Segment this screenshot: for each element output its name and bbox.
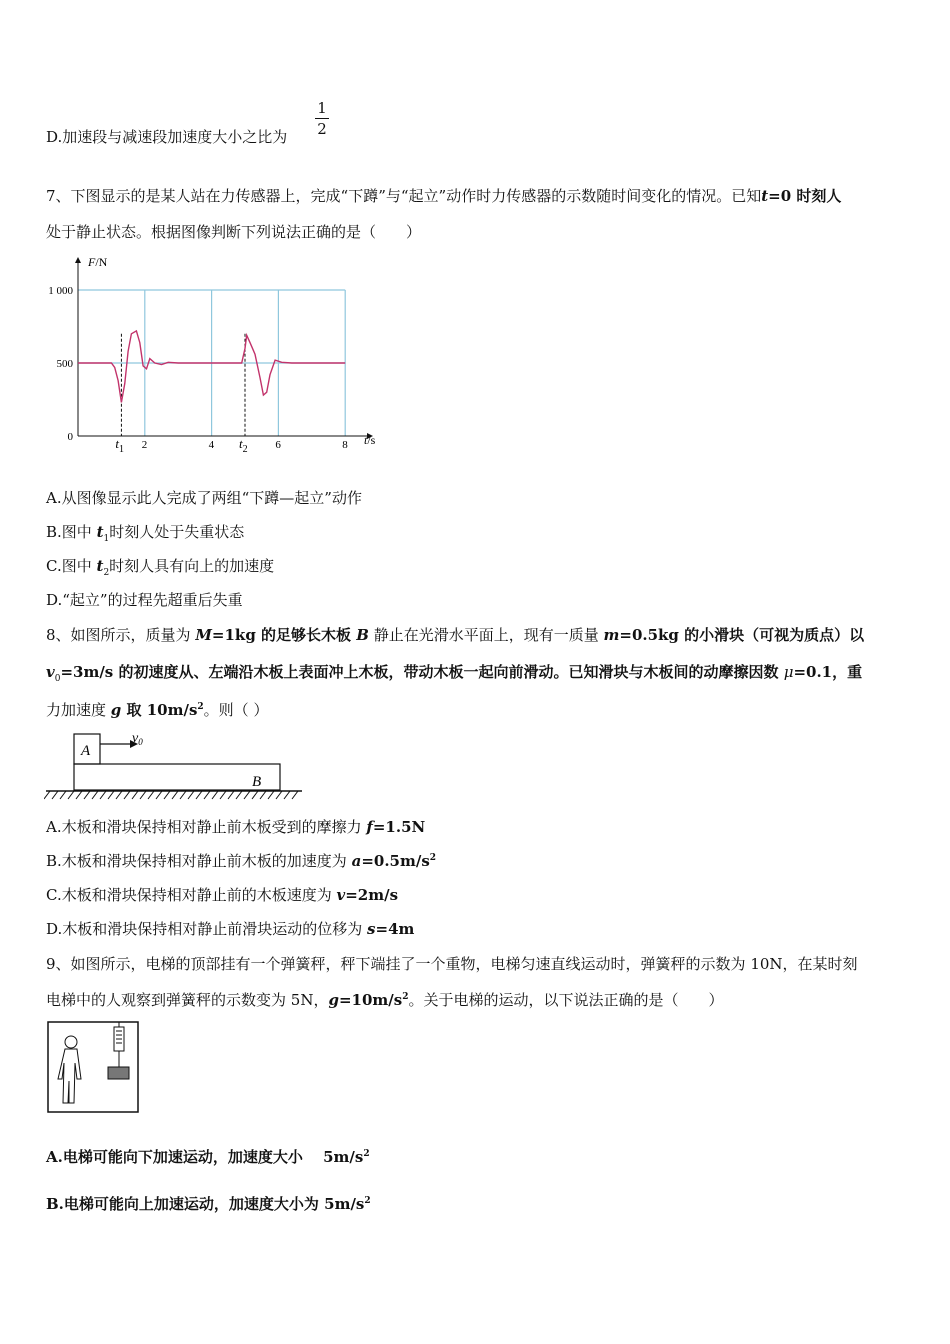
q8-option-b: B.木板和滑块保持相对静止前木板的加速度为 $a=0.5m/s^2$: [46, 852, 437, 870]
y-tick-label: 1 000: [48, 285, 73, 297]
force-time-chart: [40, 252, 400, 457]
hatch-line: [156, 791, 162, 799]
q8-option-d: D.木板和滑块保持相对静止前滑块运动的位移为 s=4m: [46, 920, 415, 938]
q7-option-b: B.图中 $t_1$时刻人处于失重状态: [46, 523, 245, 544]
hatch-line: [92, 791, 98, 799]
q7-stem-line2: 处于静止状态。根据图像判断下列说法正确的是（ ）: [46, 223, 422, 241]
q9-stem-line2: 电梯中的人观察到弹簧秤的示数变为 5N，$g=10m/s^2$。关于电梯的运动，以下说法正确的是（ ）: [46, 991, 724, 1009]
hatch-line: [260, 791, 266, 799]
y-tick-label: 0: [67, 431, 73, 443]
weight-block: [108, 1067, 129, 1079]
hatch-line: [292, 791, 298, 799]
hatch-line: [76, 791, 82, 799]
hatch-line: [228, 791, 234, 799]
x-axis-label: t/s: [364, 433, 376, 447]
hatch-line: [188, 791, 194, 799]
q9-option-a: A.电梯可能向下加速运动，加速度大小 $5m/s^2$: [46, 1148, 370, 1166]
q6-option-d: D.加速段与减速段加速度大小之比为: [46, 128, 288, 146]
elevator-figure: [47, 1021, 139, 1113]
q8-stem-line1: 8、如图所示，质量为 M=1kg 的足够长木板 B 静止在光滑水平面上，现有一质量 m=0.5kg 的小滑块（可视为质点）以: [46, 626, 865, 644]
hatch-line: [84, 791, 90, 799]
x-tick-label: 2: [141, 439, 148, 451]
spring-scale: [114, 1022, 124, 1067]
q7-stem-line1: 7、下图显示的是某人站在力传感器上，完成“下蹲”与“起立”动作时力传感器的示数随时间变化的情况。已知t=0 时刻人: [46, 187, 842, 205]
q7-option-a: A.从图像显示此人完成了两组“下蹲—起立”动作: [46, 489, 362, 507]
time-marker-label: $t_1$: [115, 436, 125, 455]
q9-stem-line1: 9、如图所示，电梯的顶部挂有一个弹簧秤，秤下端挂了一个重物，电梯匀速直线运动时，弹簧秤的示数为 10N，在某时刻: [46, 955, 858, 973]
hatch-line: [180, 791, 186, 799]
hatch-line: [252, 791, 258, 799]
hatch-line: [100, 791, 106, 799]
hatch-line: [68, 791, 74, 799]
hatch-line: [116, 791, 122, 799]
ground-hatching: [44, 791, 298, 799]
hatch-line: [124, 791, 130, 799]
y-axis-label: F/N: [88, 255, 108, 269]
y-tick-label: 500: [56, 358, 73, 370]
hatch-line: [212, 791, 218, 799]
board-b-label: B: [252, 774, 262, 790]
person-outline: [58, 1036, 81, 1103]
q7-option-c: C.图中 $t_2$时刻人具有向上的加速度: [46, 557, 275, 578]
velocity-label: $v_0$: [132, 731, 143, 747]
hatch-line: [204, 791, 210, 799]
hatch-line: [140, 791, 146, 799]
hatch-line: [132, 791, 138, 799]
hatch-line: [268, 791, 274, 799]
block-a-label: A: [81, 743, 91, 759]
hatch-line: [60, 791, 66, 799]
hatch-line: [172, 791, 178, 799]
q8-stem-line3: 力加速度 g 取 $10m/s^2$。则（ ）: [46, 701, 269, 719]
hatch-line: [236, 791, 242, 799]
hatch-line: [52, 791, 58, 799]
fraction-one-half: [315, 99, 329, 138]
q7-option-d: D.“起立”的过程先超重后失重: [46, 591, 243, 609]
x-tick-label: 6: [275, 439, 281, 451]
x-tick-label: 8: [342, 439, 348, 451]
q8-option-a: A.木板和滑块保持相对静止前木板受到的摩擦力 f=1.5N: [46, 818, 426, 836]
q8-stem-line2: $v_0=3m/s$ 的初速度从、左端沿木板上表面冲上木板，带动木板一起向前滑动。已知滑块与木板间的动摩擦因数 μ=0.1，重: [46, 663, 863, 684]
hatch-line: [164, 791, 170, 799]
hatch-line: [276, 791, 282, 799]
hatch-line: [284, 791, 290, 799]
time-marker-label: $t_2$: [239, 436, 248, 455]
hatch-line: [196, 791, 202, 799]
board-b: [74, 764, 280, 790]
hatch-line: [148, 791, 154, 799]
q9-option-b: B.电梯可能向上加速运动，加速度大小为 $5m/s^2$: [46, 1195, 371, 1213]
hatch-line: [220, 791, 226, 799]
q8-option-c: C.木板和滑块保持相对静止前的木板速度为 v=2m/s: [46, 886, 399, 904]
x-tick-label: 4: [208, 439, 215, 451]
block-on-board-figure: [44, 728, 308, 804]
hatch-line: [244, 791, 250, 799]
fraction-numerator: 1: [317, 99, 327, 117]
fraction-bar: [315, 118, 329, 119]
hatch-line: [44, 791, 50, 799]
fraction-denominator: 2: [317, 120, 327, 138]
hatch-line: [108, 791, 114, 799]
